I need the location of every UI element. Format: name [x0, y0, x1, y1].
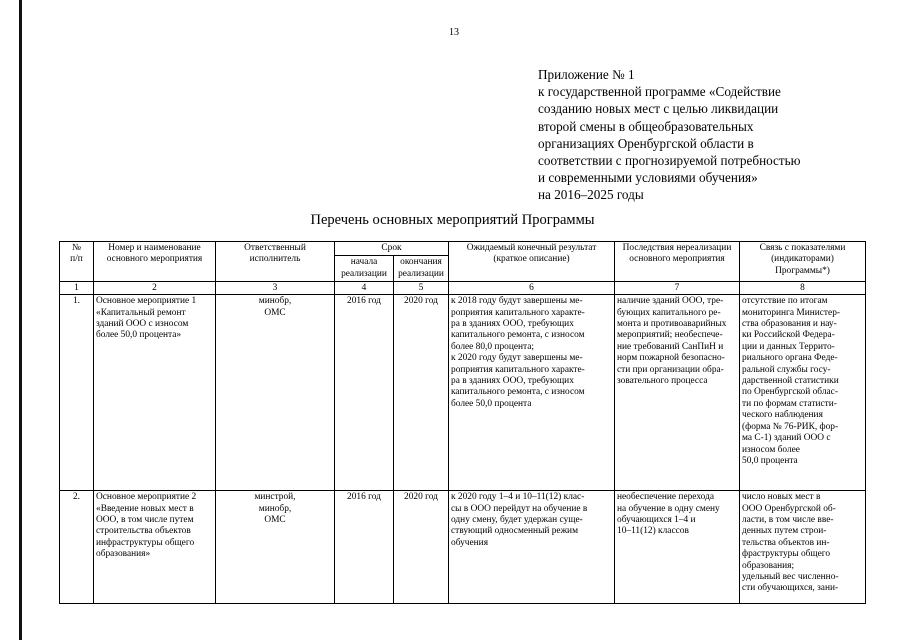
header-term: Срок — [335, 242, 449, 256]
header-num: № п/п — [60, 242, 94, 282]
column-number: 7 — [615, 282, 740, 295]
appendix-line: и современными условиями обучения» — [538, 170, 758, 186]
column-number: 6 — [449, 282, 615, 295]
cell-consequences: необеспечение перехода на обучение в одну смену обучающихся 1–4 и 10–11(12) классов — [615, 491, 740, 604]
column-number: 4 — [335, 282, 394, 295]
document-title: Перечень основных мероприятий Программы — [310, 212, 595, 228]
page-edge-bar — [19, 0, 22, 640]
table-row — [60, 491, 866, 604]
appendix-line: созданию новых мест с целью ликвидации — [538, 101, 779, 117]
cell-consequences: наличие зданий ООО, тре- бующих капитального ре- монта и противоаварийных мероприятий; необеспече- ние требований СанПиН и норм пожарной безопасно- сти при организации обра- зовательного процесса — [615, 295, 740, 491]
cell-end: 2020 год — [394, 295, 449, 491]
appendix-line: Приложение № 1 — [538, 67, 635, 82]
header-name: Номер и наименование основного мероприятия — [94, 242, 216, 282]
cell-executor: минстрой, минобр, ОМС — [216, 491, 335, 604]
appendix-line: соответствии с прогнозируемой потребностью — [538, 153, 801, 169]
column-number: 2 — [94, 282, 216, 295]
page-number: 13 — [449, 27, 459, 38]
table-row — [60, 295, 866, 491]
column-number: 3 — [216, 282, 335, 295]
cell-start: 2016 год — [335, 295, 394, 491]
cell-link: отсутствие по итогам мониторинга Министер- ства образования и нау- ки Российской Федера- ции и данных Террито- риального органа Феде- ральной службы госу- дарственной статистики по Оренбургской облас- ти по формам статисти- ческого наблюдения (форма № 76-РИК, фор- ма С-1) зданий ООО с износом более 50,0 процента — [740, 295, 866, 491]
appendix-line: организациях Оренбургской области в — [538, 135, 754, 151]
cell-link: число новых мест в ООО Оренбургской об- ласти, в том числе вве- денных путем строи- тельства объектов ин- фраструктуры общего образования; удельный вес численно- сти обучающихся, зани- — [740, 491, 866, 604]
cell-num: 1. — [60, 295, 94, 491]
table-header-row — [60, 242, 866, 256]
cell-start: 2016 год — [335, 491, 394, 604]
column-number: 8 — [740, 282, 866, 295]
header-link: Связь с показателями (индикаторами) Программы*) — [740, 242, 866, 282]
header-start: начала реализации — [335, 256, 394, 282]
column-numbers-row — [60, 282, 866, 295]
header-result: Ожидаемый конечный результат (краткое описание) — [449, 242, 615, 282]
cell-end: 2020 год — [394, 491, 449, 604]
appendix-line: к государственной программе «Содействие — [538, 84, 781, 100]
measures-table — [59, 241, 866, 604]
header-executor: Ответственный исполнитель — [216, 242, 335, 282]
cell-executor: минобр, ОМС — [216, 295, 335, 491]
appendix-line: на 2016–2025 годы — [538, 187, 644, 203]
appendix-caption — [538, 66, 801, 204]
cell-name: Основное мероприятие 1 «Капитальный ремонт зданий ООО с износом более 50,0 процента» — [94, 295, 216, 491]
column-number: 5 — [394, 282, 449, 295]
cell-result: к 2018 году будут завершены ме- роприятия капитального характе- ра в зданиях ООО, требующих капитального ремонта, с износом более 80,0 процента; к 2020 году будут завершены ме- роприятия капитального характе- ра в зданиях ООО, требующих капитального ремонта, с износом более 50,0 процента — [449, 295, 615, 491]
header-end: окончания реализации — [394, 256, 449, 282]
column-number: 1 — [60, 282, 94, 295]
cell-num: 2. — [60, 491, 94, 604]
header-consequences: Последствия нереализации основного мероприятия — [615, 242, 740, 282]
appendix-line: второй смены в общеобразовательных — [538, 118, 754, 134]
cell-name: Основное мероприятие 2 «Введение новых мест в ООО, в том числе путем строительства объектов инфраструктуры общего образования» — [94, 491, 216, 604]
cell-result: к 2020 году 1–4 и 10–11(12) клас- сы в ООО перейдут на обучение в одну смену, будет удержан суще- ствующий односменный режим обучения — [449, 491, 615, 604]
